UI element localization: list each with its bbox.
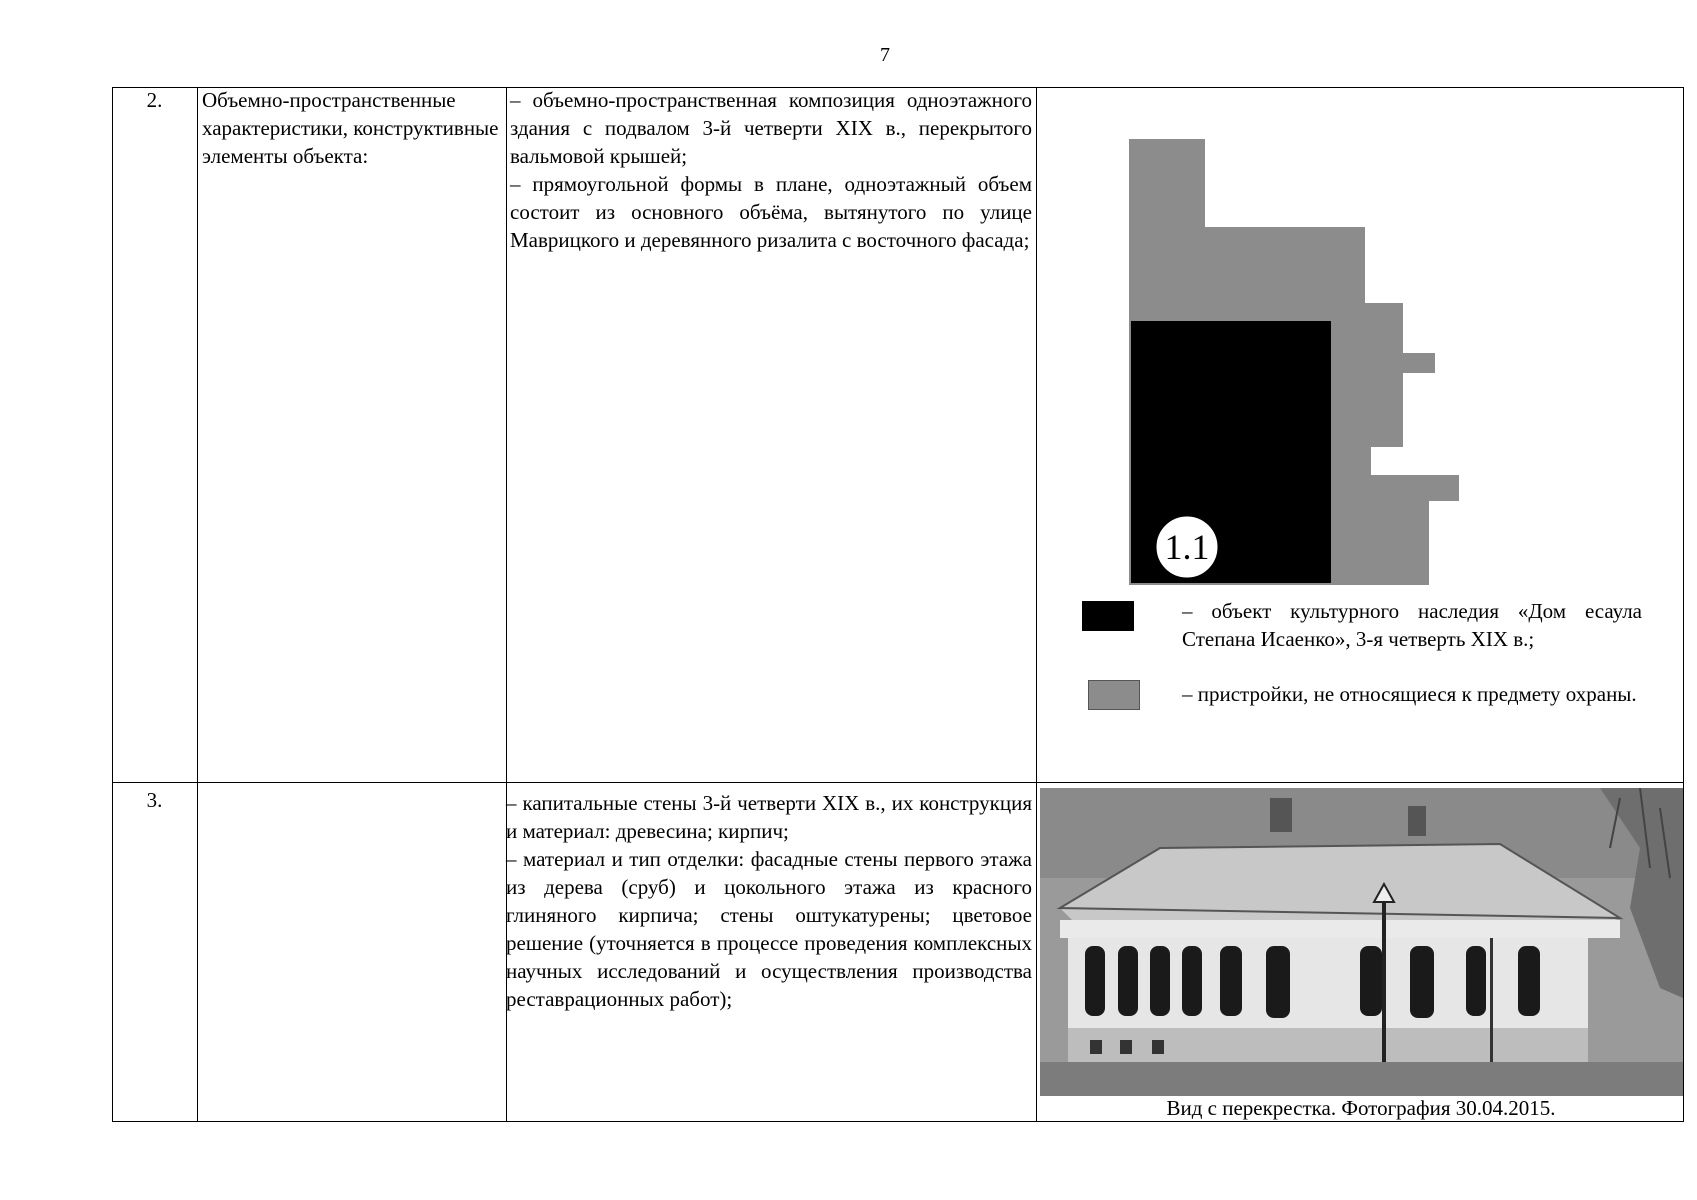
legend-text-annex: – пристройки, не относящиеся к предмету охраны. [1182, 682, 1637, 706]
row-number: 3. [146, 788, 163, 812]
page-number: 7 [880, 44, 890, 66]
legend-swatch-heritage [1082, 601, 1134, 631]
row-divider [112, 782, 1684, 783]
building-photo [1040, 788, 1683, 1096]
row-description: – объемно-пространственная композиция одноэтажного здания с подвалом 3-й четверти XIX в., перекрытого вальмовой крышей; – прямоугольной формы в плане, одноэтажный объем состоит из основного объёма, вытянутого по улице Маврицкого и деревянного ризалита с восточного фасада; [510, 88, 1032, 252]
row-title: Объемно-пространственные характеристики, конструктивные элементы объекта: [202, 88, 499, 168]
row-number: 2. [146, 88, 163, 112]
legend-swatch-annex [1088, 680, 1140, 710]
table-divider [1036, 87, 1037, 1122]
plan-label: 1.1 [1164, 527, 1210, 567]
table-divider [197, 87, 198, 1122]
legend-text-heritage: – объект культурного наследия «Дом есаула Степана Исаенко», 3-я четверть XIX в.; [1182, 599, 1642, 651]
site-plan [1125, 135, 1475, 595]
photo-caption: Вид с перекрестка. Фотография 30.04.2015. [1166, 1096, 1556, 1120]
row-description: – капитальные стены 3-й четверти XIX в., их конструкция и материал: древесина; кирпич; – материал и тип отделки: фасадные стены первого этажа из дерева (сруб) и цокольного этажа из красного глиняного кирпича; стены оштукатурены; цветовое решение (уточняется в процессе проведения комплексных научных исследований и осуществления производства реставрационных работ); [506, 791, 1032, 1011]
